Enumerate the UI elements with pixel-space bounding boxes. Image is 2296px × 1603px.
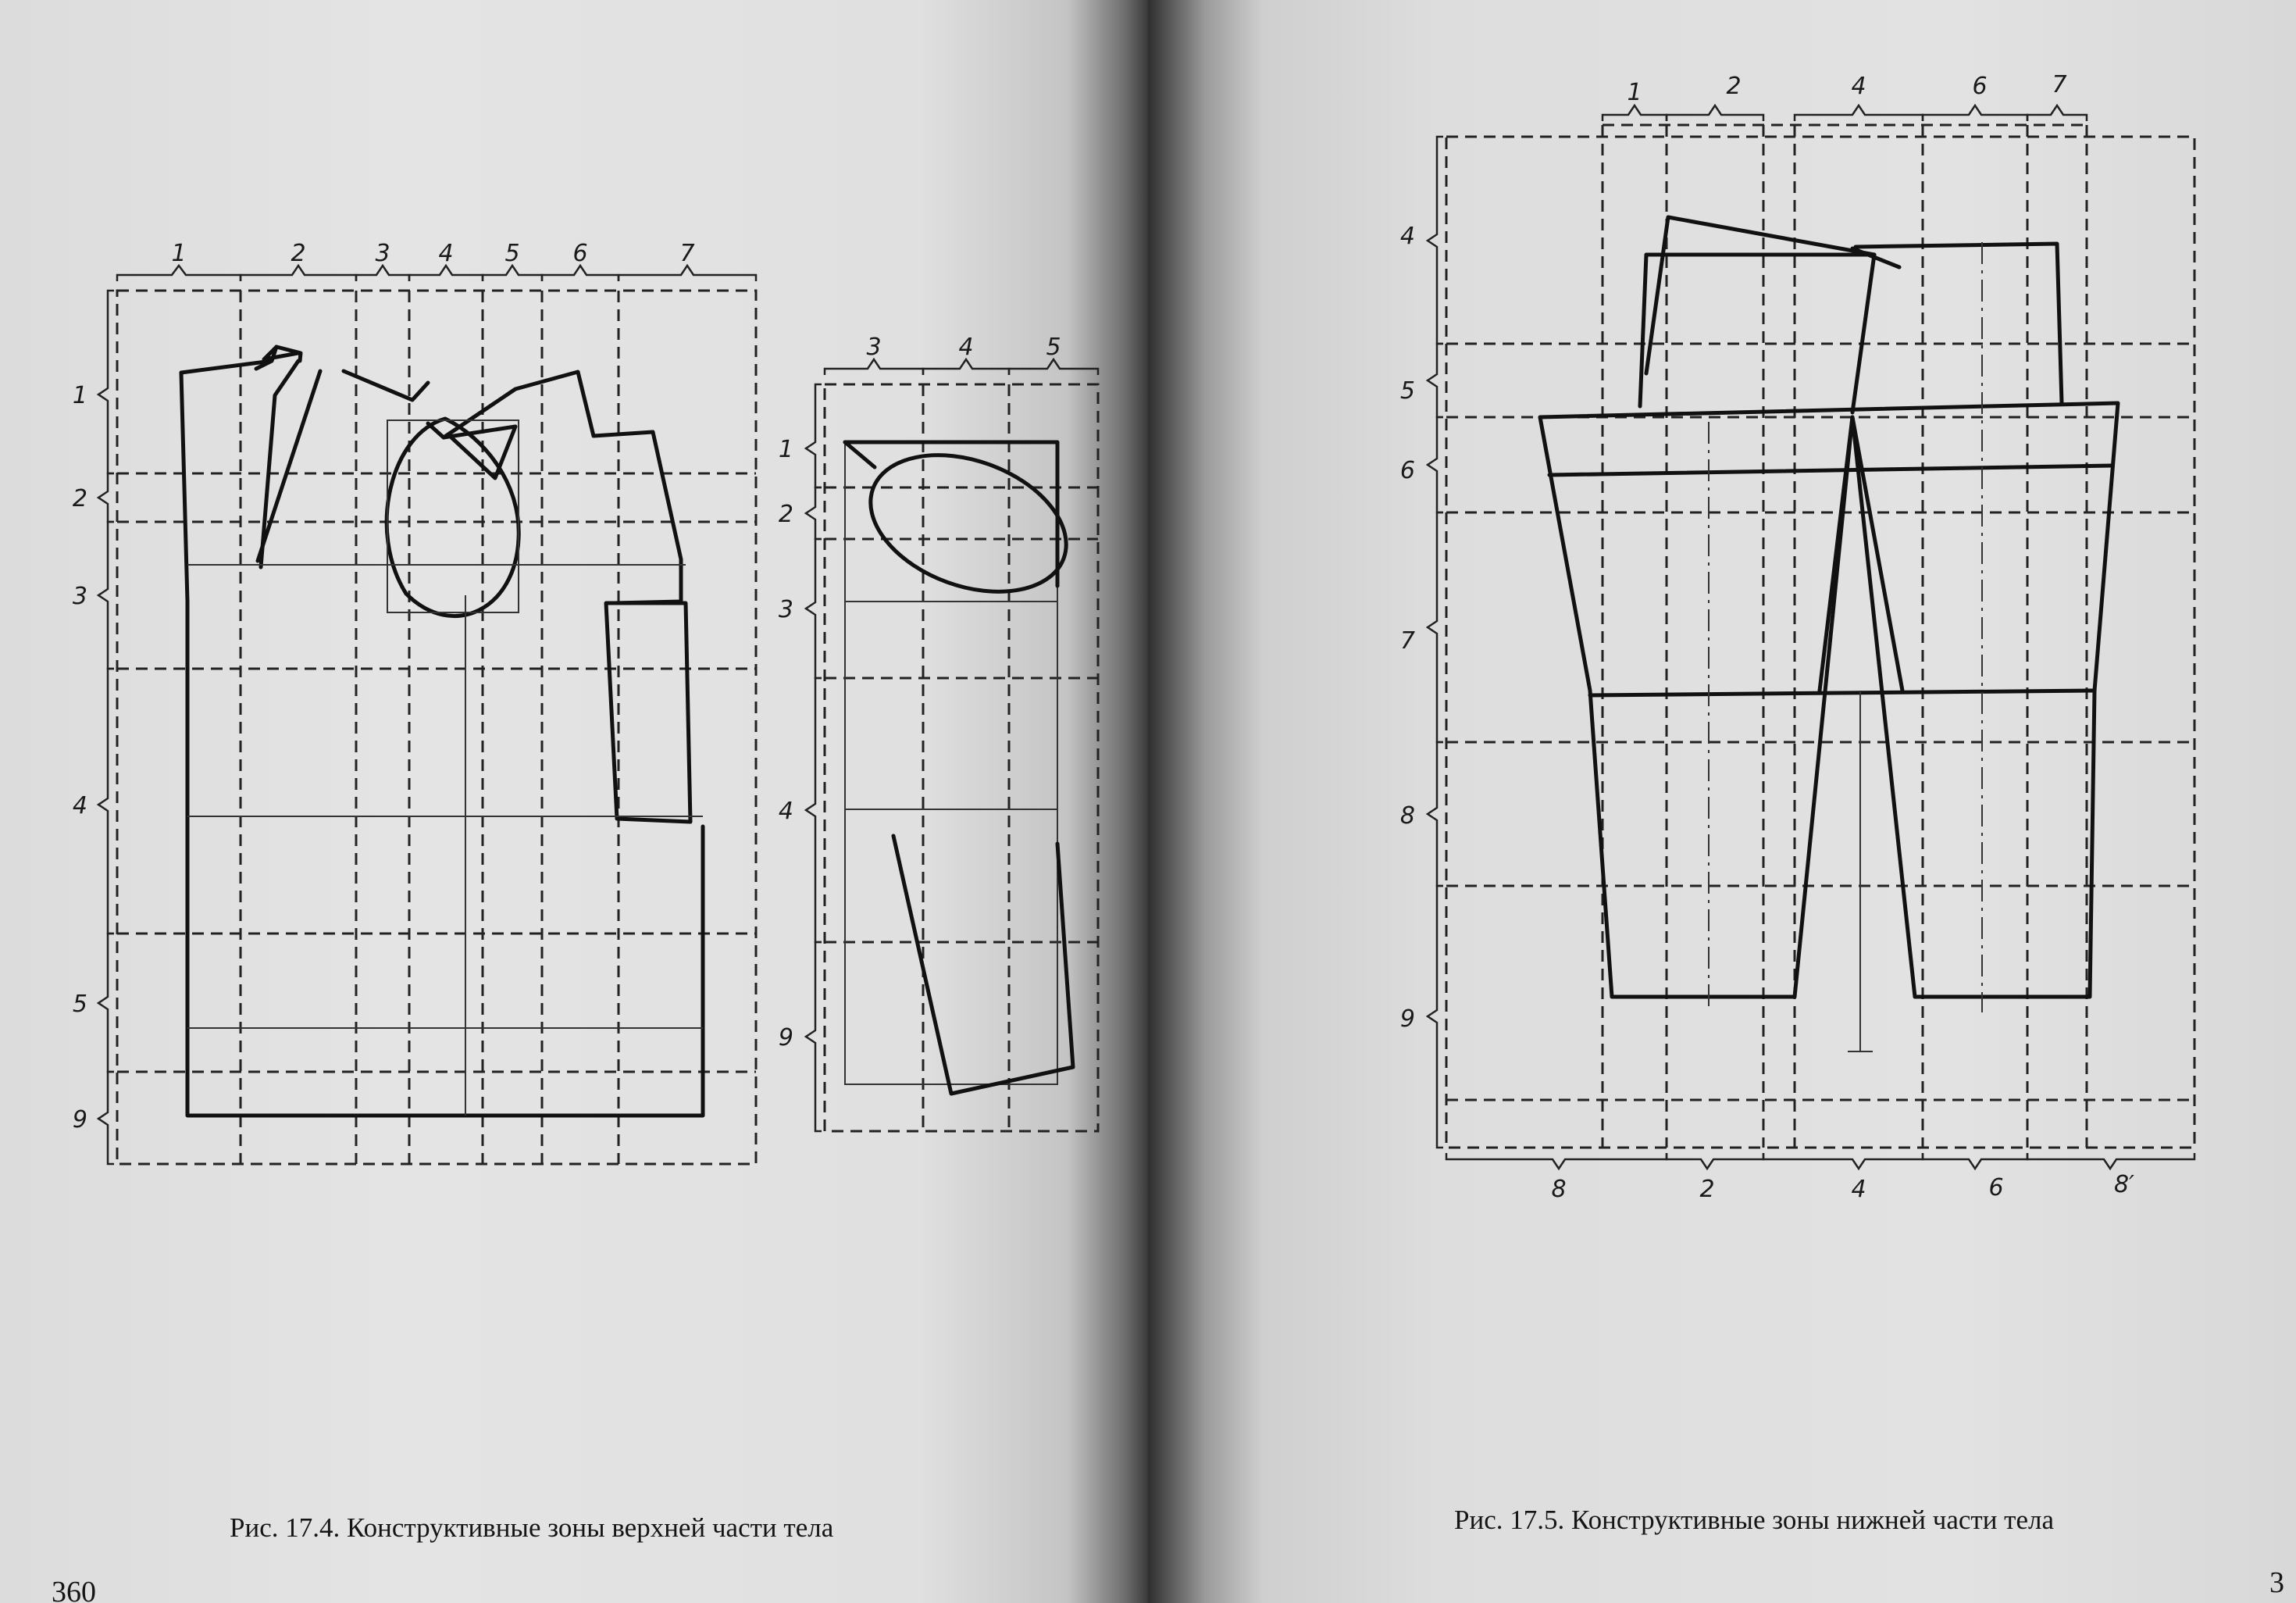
trousers-bottom-braces — [1446, 1153, 2194, 1169]
figure-caption: Рис. 17.4. Конструктивные зоны верхней части тела — [230, 1512, 834, 1543]
trousers-zone-grid — [1446, 125, 2194, 1148]
zone-label: 2 — [72, 485, 87, 512]
page-number: 3 — [2269, 1566, 2284, 1599]
zone-label: 3 — [375, 240, 390, 267]
zone-label: 4 — [1851, 1176, 1866, 1203]
sleeve-side-labels — [779, 436, 793, 1051]
bodice-pattern-outline — [181, 347, 703, 1116]
zone-label: 8 — [1551, 1176, 1567, 1203]
zone-label: 3 — [866, 334, 882, 361]
zone-label: 9 — [1399, 1005, 1415, 1033]
trousers-top-labels — [1627, 71, 2066, 106]
zone-label: 2 — [1699, 1176, 1715, 1203]
trousers-side-braces — [1428, 137, 1443, 1148]
zone-label: 6 — [1399, 457, 1415, 484]
zone-label: 4 — [958, 334, 974, 361]
zone-label: 1 — [778, 436, 793, 463]
zone-label: 5 — [72, 991, 87, 1018]
zone-label: 7 — [2052, 71, 2067, 98]
zone-label: 7 — [679, 240, 695, 267]
zone-label: 4 — [72, 792, 87, 819]
zone-label: 3 — [778, 596, 793, 623]
zone-label: 6 — [572, 240, 588, 267]
bodice-side-labels — [73, 382, 87, 1134]
sleeve-top-braces — [825, 359, 1098, 375]
trousers-side-labels — [1400, 223, 1415, 1033]
zone-label: 1 — [171, 240, 187, 267]
zone-label: 4 — [1399, 223, 1415, 250]
figure-caption: Рис. 17.5. Конструктивные зоны нижней части тела — [1454, 1505, 2055, 1535]
bodice-side-braces — [98, 291, 114, 1164]
zone-label: 2 — [291, 240, 306, 267]
zone-label: 4 — [1851, 73, 1866, 100]
zone-label: 7 — [1399, 627, 1415, 655]
zone-label: 3 — [72, 583, 87, 610]
zone-label: 4 — [778, 798, 793, 825]
zone-label: 9 — [72, 1106, 87, 1134]
trousers-bottom-labels — [1551, 1171, 2134, 1203]
sleeve-top-labels — [866, 334, 1061, 361]
sleeve-pattern-outline — [845, 430, 1086, 1094]
right-page — [1148, 0, 2296, 1603]
zone-label: 2 — [1726, 73, 1742, 100]
page-number: 360 — [52, 1576, 96, 1603]
zone-label: 8 — [1399, 802, 1415, 830]
zone-label: 5 — [1399, 377, 1415, 405]
zone-label: 2 — [778, 501, 793, 528]
bodice-top-braces — [117, 266, 756, 281]
zone-label: 1 — [72, 382, 87, 409]
zone-label: 8′ — [2114, 1171, 2134, 1198]
zone-label: 6 — [1988, 1174, 2004, 1201]
zone-label: 9 — [778, 1024, 793, 1051]
figure-17-5 — [1148, 0, 2296, 1603]
zone-label: 4 — [438, 240, 454, 267]
sleeve-side-braces — [806, 384, 822, 1131]
trousers-top-braces — [1603, 105, 2087, 121]
zone-label: 5 — [1046, 334, 1061, 361]
zone-label: 6 — [1972, 73, 1988, 100]
zone-label: 5 — [504, 240, 520, 267]
zone-label: 1 — [1627, 79, 1642, 106]
bodice-top-labels — [171, 240, 694, 267]
trousers-pattern-outline — [1540, 217, 2118, 1051]
